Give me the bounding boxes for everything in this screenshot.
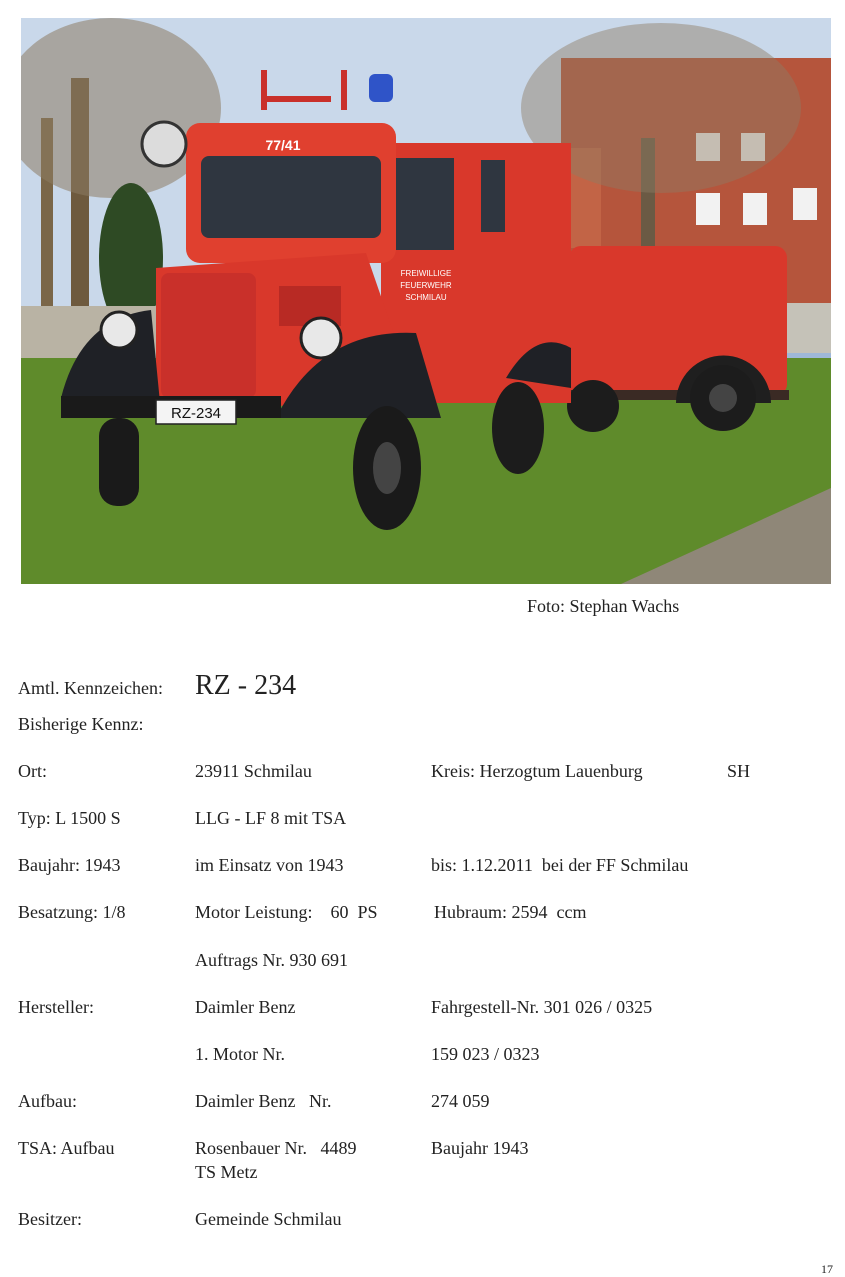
- motor-nr-label: 1. Motor Nr.: [195, 1044, 285, 1064]
- auftrags-value: Auftrags Nr. 930 691: [195, 950, 348, 970]
- license-plate-text: RZ-234: [170, 405, 222, 422]
- aufbau-label: Aufbau:: [18, 1091, 77, 1111]
- page-number: 17: [821, 1262, 833, 1276]
- aufbau-nr-value: 274 059: [431, 1091, 490, 1111]
- fahrgestell-value: Fahrgestell-Nr. 301 026 / 0325: [431, 997, 653, 1017]
- besitzer-label: Besitzer:: [18, 1209, 82, 1229]
- cab-number-text: 77/41: [265, 137, 301, 153]
- ort-value: 23911 Schmilau: [195, 761, 312, 781]
- kennzeichen-label: Amtl. Kennzeichen:: [18, 678, 163, 698]
- hersteller-value: Daimler Benz: [195, 997, 296, 1017]
- tsa-baujahr-value: Baujahr 1943: [431, 1138, 529, 1158]
- tsa-value-line-2: TS Metz: [195, 1162, 258, 1182]
- door-text-line-2: FEUERWEHR: [400, 281, 452, 290]
- ort-label: Ort:: [18, 761, 47, 781]
- typ-label: Typ: L 1500 S: [18, 808, 121, 828]
- baujahr-label: Baujahr: 1943: [18, 855, 121, 875]
- land-value: SH: [727, 761, 751, 781]
- kennzeichen-value: RZ - 234: [195, 670, 297, 701]
- fire-truck-photo: [21, 18, 831, 584]
- besitzer-value: Gemeinde Schmilau: [195, 1209, 342, 1229]
- tsa-label: TSA: Aufbau: [18, 1138, 115, 1158]
- aufbau-value: Daimler Benz Nr.: [195, 1091, 332, 1111]
- besatzung-label: Besatzung: 1/8: [18, 902, 126, 922]
- door-text-line-1: FREIWILLIGE: [400, 269, 452, 278]
- bisherige-label: Bisherige Kennz:: [18, 714, 144, 734]
- hersteller-label: Hersteller:: [18, 997, 94, 1017]
- door-text-line-3: SCHMILAU: [405, 293, 447, 302]
- photo-credit: Foto: Stephan Wachs: [527, 596, 680, 616]
- einsatz-value: im Einsatz von 1943: [195, 855, 344, 875]
- motor-nr-value: 159 023 / 0323: [431, 1044, 540, 1064]
- kreis-value: Kreis: Herzogtum Lauenburg: [431, 761, 643, 781]
- hubraum-value: Hubraum: 2594 ccm: [434, 902, 587, 922]
- tsa-value-line-1: Rosenbauer Nr. 4489: [195, 1138, 357, 1158]
- typ-value: LLG - LF 8 mit TSA: [195, 808, 347, 828]
- bis-value: bis: 1.12.2011 bei der FF Schmilau: [431, 855, 689, 875]
- motor-leistung-value: Motor Leistung: 60 PS: [195, 902, 378, 922]
